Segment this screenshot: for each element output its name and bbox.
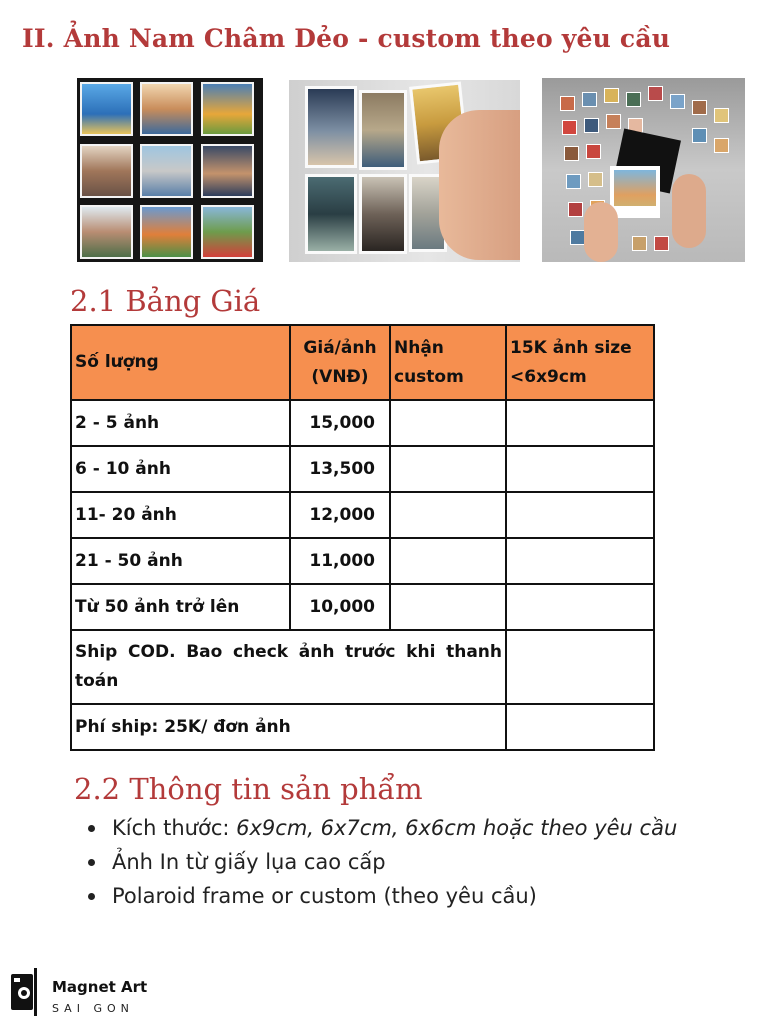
quantity-cell: 6 - 10 ảnh bbox=[71, 446, 290, 492]
table-row bbox=[71, 492, 654, 538]
quantity-cell: 11- 20 ảnh bbox=[71, 492, 290, 538]
quantity-cell: 2 - 5 ảnh bbox=[71, 400, 290, 446]
size-values: 6x9cm, 6x7cm, 6x6cm hoặc theo yêu cầu bbox=[236, 816, 678, 840]
table-row bbox=[71, 630, 654, 704]
empty-cell bbox=[506, 630, 654, 704]
price-cell: 12,000 bbox=[290, 492, 390, 538]
table-row bbox=[71, 704, 654, 750]
price-cell: 13,500 bbox=[290, 446, 390, 492]
table-row bbox=[71, 400, 654, 446]
quantity-cell: 21 - 50 ảnh bbox=[71, 538, 290, 584]
section-title: II. Ảnh Nam Châm Dẻo - custom theo yêu cầu bbox=[22, 24, 671, 53]
size-label: Kích thước: bbox=[112, 816, 237, 840]
fridge-magnets-hand-photo bbox=[289, 80, 520, 262]
brand-name: Magnet Art bbox=[52, 978, 148, 996]
custom-cell bbox=[390, 538, 506, 584]
price-table-header-row bbox=[71, 325, 654, 400]
custom-cell bbox=[390, 584, 506, 630]
price-cell: 15,000 bbox=[290, 400, 390, 446]
header-small-size: 15K ảnh size <6x9cm bbox=[506, 325, 654, 400]
empty-cell bbox=[506, 704, 654, 750]
list-item: Polaroid frame or custom (theo yêu cầu) bbox=[88, 880, 738, 912]
quantity-cell: Từ 50 ảnh trở lên bbox=[71, 584, 290, 630]
header-custom: Nhận custom bbox=[390, 325, 506, 400]
magnet-grid-photo bbox=[77, 78, 263, 262]
price-table-heading: 2.1 Bảng Giá bbox=[70, 284, 261, 318]
product-info-list bbox=[88, 812, 738, 914]
small-size-cell bbox=[506, 538, 654, 584]
table-row bbox=[71, 446, 654, 492]
price-cell: 11,000 bbox=[290, 538, 390, 584]
header-quantity: Số lượng bbox=[71, 325, 290, 400]
table-row bbox=[71, 538, 654, 584]
camera-logo-icon bbox=[10, 966, 48, 1018]
small-size-cell bbox=[506, 492, 654, 538]
brand-logo bbox=[10, 966, 210, 1020]
list-item bbox=[88, 812, 738, 844]
cod-note: Ship COD. Bao check ảnh trước khi thanh toán bbox=[71, 630, 506, 704]
price-cell: 10,000 bbox=[290, 584, 390, 630]
header-price: Giá/ảnh (VNĐ) bbox=[290, 325, 390, 400]
small-size-cell bbox=[506, 446, 654, 492]
shipping-fee-note: Phí ship: 25K/ đơn ảnh bbox=[71, 704, 506, 750]
custom-cell bbox=[390, 446, 506, 492]
brand-city: SAI GON bbox=[52, 1002, 134, 1015]
price-table bbox=[70, 324, 655, 751]
table-row bbox=[71, 584, 654, 630]
product-info-heading: 2.2 Thông tin sản phẩm bbox=[74, 772, 423, 806]
polaroid-magnets-wall-photo bbox=[542, 78, 745, 262]
small-size-cell bbox=[506, 400, 654, 446]
custom-cell bbox=[390, 492, 506, 538]
list-item: Ảnh In từ giấy lụa cao cấp bbox=[88, 846, 738, 878]
small-size-cell bbox=[506, 584, 654, 630]
custom-cell bbox=[390, 400, 506, 446]
